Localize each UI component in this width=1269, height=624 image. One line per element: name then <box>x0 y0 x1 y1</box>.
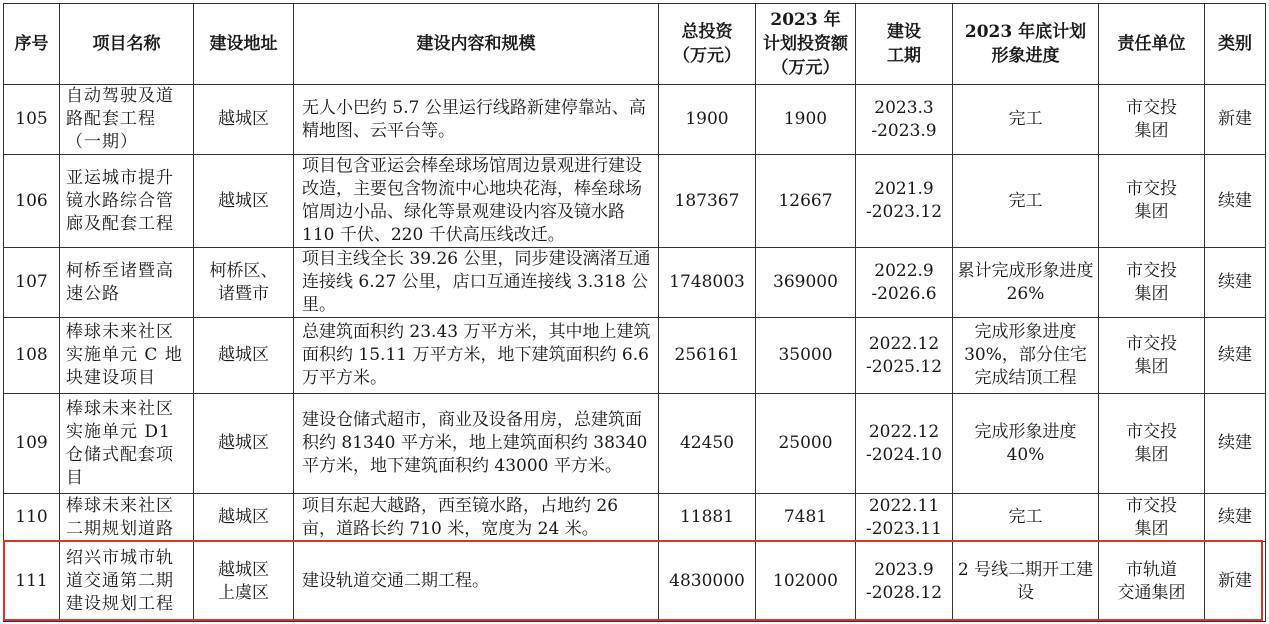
cell-unit: 市交投 集团 <box>1099 248 1205 318</box>
cell-name: 柯桥至诸暨高速公路 <box>60 248 194 318</box>
header-name: 项目名称 <box>60 4 194 85</box>
cell-period: 2022.9 -2026.6 <box>856 248 953 318</box>
cell-total: 11881 <box>659 494 756 542</box>
header-period: 建设 工期 <box>856 4 953 85</box>
cell-content: 建设轨道交通二期工程。 <box>294 542 659 622</box>
cell-total: 256161 <box>659 318 756 394</box>
cell-plan: 12667 <box>756 155 856 248</box>
table-row <box>4 494 1266 542</box>
header-content: 建设内容和规模 <box>294 4 659 85</box>
cell-total: 1748003 <box>659 248 756 318</box>
table-row <box>4 85 1266 155</box>
header-unit: 责任单位 <box>1099 4 1205 85</box>
cell-location: 越城区 <box>194 494 294 542</box>
cell-type: 续建 <box>1205 394 1266 494</box>
cell-type: 新建 <box>1205 542 1266 622</box>
cell-period: 2022.12 -2024.10 <box>856 394 953 494</box>
cell-unit: 市交投 集团 <box>1099 318 1205 394</box>
cell-seq: 111 <box>4 542 60 622</box>
cell-period: 2023.9 -2028.12 <box>856 542 953 622</box>
cell-plan: 369000 <box>756 248 856 318</box>
cell-progress: 完成形象进度 30%，部分住宅完成结顶工程 <box>953 318 1099 394</box>
header-progress: 2023 年底计划 形象进度 <box>953 4 1099 85</box>
project-table <box>3 3 1266 622</box>
cell-type: 续建 <box>1205 155 1266 248</box>
cell-seq: 108 <box>4 318 60 394</box>
cell-unit: 市轨道 交通集团 <box>1099 542 1205 622</box>
cell-name: 自动驾驶及道路配套工程（一期） <box>60 85 194 155</box>
cell-type: 续建 <box>1205 318 1266 394</box>
cell-name: 棒球未来社区实施单元 C 地块建设项目 <box>60 318 194 394</box>
table-row <box>4 318 1266 394</box>
cell-period: 2021.9 -2023.12 <box>856 155 953 248</box>
cell-plan: 7481 <box>756 494 856 542</box>
cell-location: 越城区 <box>194 394 294 494</box>
cell-name: 绍兴市城市轨道交通第二期建设规划工程 <box>60 542 194 622</box>
cell-location: 越城区 上虞区 <box>194 542 294 622</box>
cell-total: 1900 <box>659 85 756 155</box>
cell-progress: 完成形象进度 40% <box>953 394 1099 494</box>
cell-name: 亚运城市提升镜水路综合管廊及配套工程 <box>60 155 194 248</box>
cell-seq: 106 <box>4 155 60 248</box>
cell-content: 项目东起大越路，西至镜水路，占地约 26 亩，道路长约 710 米，宽度为 24 米。 <box>294 494 659 542</box>
cell-seq: 110 <box>4 494 60 542</box>
cell-period: 2023.3 -2023.9 <box>856 85 953 155</box>
cell-location: 越城区 <box>194 155 294 248</box>
cell-total: 4830000 <box>659 542 756 622</box>
cell-plan: 25000 <box>756 394 856 494</box>
cell-progress: 累计完成形象进度 26% <box>953 248 1099 318</box>
header-plan: 2023 年 计划投资额 （万元） <box>756 4 856 85</box>
table-row <box>4 155 1266 248</box>
table-row <box>4 394 1266 494</box>
cell-progress: 完工 <box>953 494 1099 542</box>
cell-type: 续建 <box>1205 248 1266 318</box>
cell-progress: 2 号线二期开工建设 <box>953 542 1099 622</box>
header-total: 总投资 （万元） <box>659 4 756 85</box>
cell-progress: 完工 <box>953 155 1099 248</box>
cell-progress: 完工 <box>953 85 1099 155</box>
cell-seq: 107 <box>4 248 60 318</box>
cell-content: 建设仓储式超市，商业及设备用房，总建筑面积约 81340 平方米，地上建筑面积约 38340 平方米，地下建筑面积约 43000 平方米。 <box>294 394 659 494</box>
cell-location: 柯桥区、 诸暨市 <box>194 248 294 318</box>
cell-type: 续建 <box>1205 494 1266 542</box>
cell-content: 项目包含亚运会棒垒球场馆周边景观进行建设改造，主要包含物流中心地块花海，棒垒球场馆周边小品、绿化等景观建设内容及镜水路 110 千伏、220 千伏高压线改迁。 <box>294 155 659 248</box>
cell-total: 187367 <box>659 155 756 248</box>
header-type: 类别 <box>1205 4 1266 85</box>
cell-plan: 1900 <box>756 85 856 155</box>
cell-plan: 35000 <box>756 318 856 394</box>
cell-name: 棒球未来社区实施单元 D1 仓储式配套项目 <box>60 394 194 494</box>
cell-content: 总建筑面积约 23.43 万平方米，其中地上建筑面积约 15.11 万平方米，地下建筑面积约 6.6 万平方米。 <box>294 318 659 394</box>
cell-unit: 市交投 集团 <box>1099 494 1205 542</box>
cell-period: 2022.12 -2025.12 <box>856 318 953 394</box>
header-row <box>4 4 1266 85</box>
cell-unit: 市交投 集团 <box>1099 155 1205 248</box>
cell-location: 越城区 <box>194 318 294 394</box>
cell-name: 棒球未来社区二期规划道路 <box>60 494 194 542</box>
header-seq: 序号 <box>4 4 60 85</box>
table-body <box>4 85 1266 622</box>
cell-content: 无人小巴约 5.7 公里运行线路新建停靠站、高精地图、云平台等。 <box>294 85 659 155</box>
cell-unit: 市交投 集团 <box>1099 394 1205 494</box>
cell-total: 42450 <box>659 394 756 494</box>
cell-seq: 109 <box>4 394 60 494</box>
cell-period: 2022.11 -2023.11 <box>856 494 953 542</box>
cell-type: 新建 <box>1205 85 1266 155</box>
table-row <box>4 542 1266 622</box>
header-location: 建设地址 <box>194 4 294 85</box>
cell-location: 越城区 <box>194 85 294 155</box>
cell-seq: 105 <box>4 85 60 155</box>
cell-unit: 市交投 集团 <box>1099 85 1205 155</box>
cell-plan: 102000 <box>756 542 856 622</box>
cell-content: 项目主线全长 39.26 公里，同步建设漓渚互通连接线 6.27 公里，店口互通连接线 3.318 公里。 <box>294 248 659 318</box>
table-row <box>4 248 1266 318</box>
